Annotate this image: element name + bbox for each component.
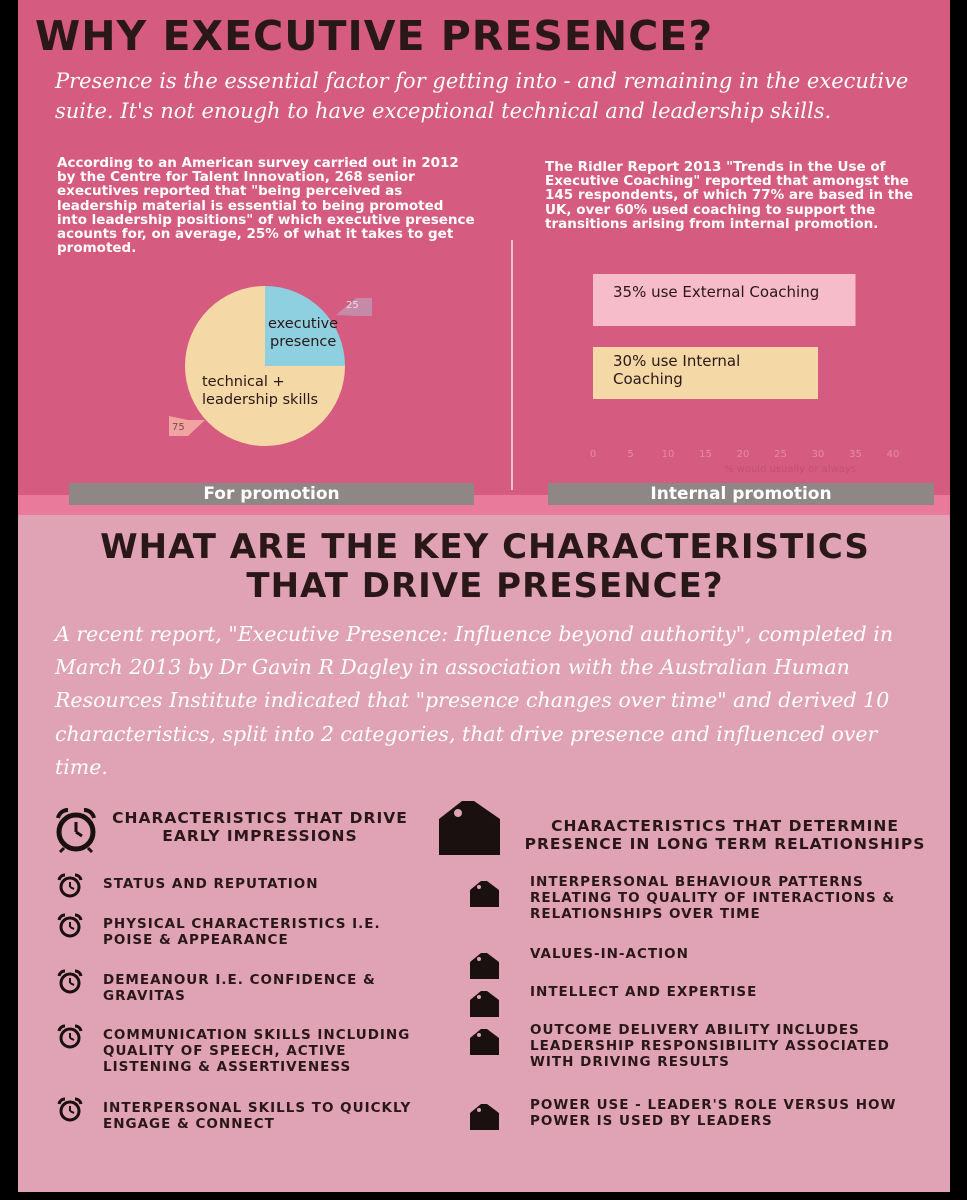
x-tick-label: 10 [661,449,675,460]
for-promotion-label: For promotion [69,483,474,505]
x-tick-label: 25 [774,449,787,460]
house-icon [434,795,504,857]
long-term-item: VALUES-IN-ACTION [530,946,689,962]
long-term-item: INTERPERSONAL BEHAVIOUR PATTERNS RELATING TO QUALITY OF INTERACTIONS & RELATIONSHIPS OVER TIME [530,874,896,923]
pie-label-technical-1: technical + [202,374,285,390]
early-impression-item: DEMEANOUR I.E. CONFIDENCE & GRAVITAS [103,972,376,1005]
promotion-pie-chart [160,280,390,470]
x-tick-label: 40 [886,449,900,460]
x-axis-title: % would usually or always [723,464,857,475]
long-term-item: INTELLECT AND EXPERTISE [530,984,758,1000]
small-alarm-clock-icon [55,1096,85,1124]
long-term-heading: CHARACTERISTICS THAT DETERMINE PRESENCE IN LONG TERM RELATIONSHIPS [524,817,926,853]
small-alarm-clock-icon [55,872,85,900]
small-alarm-clock-icon [55,968,85,996]
bar-label-internal: 30% use Internal Coaching [613,352,741,388]
alarm-clock-icon [50,806,102,854]
internal-promotion-label: Internal promotion [548,483,934,505]
x-tick-label: 5 [627,449,634,460]
x-axis-ticks [590,449,900,460]
small-house-icon [468,1101,500,1131]
x-tick-label: 30 [811,449,825,460]
small-alarm-clock-icon [55,1023,85,1051]
x-tick-label: 20 [736,449,750,460]
early-impression-item: COMMUNICATION SKILLS INCLUDING QUALITY OF SPEECH, ACTIVE LISTENING & ASSERTIVENESS [103,1027,411,1076]
long-term-item: POWER USE - LEADER'S ROLE VERSUS HOW POWER IS USED BY LEADERS [530,1097,897,1130]
early-impressions-heading: CHARACTERISTICS THAT DRIVE EARLY IMPRESSIONS [112,809,408,845]
early-impression-item: STATUS AND REPUTATION [103,876,319,892]
survey-paragraph: According to an American survey carried out in 2012 by the Centre for Talent Innovation, 268 senior executives reported that "being perceived as leadership material is essential to being promoted into leadership positions" of which executive presence acounts for, on average, 25% of what it takes to get promoted. [57,155,475,257]
x-tick-label: 0 [589,449,597,460]
x-tick-label: 35 [849,449,862,460]
pie-label-executive-2: presence [270,334,337,350]
column-divider [511,240,513,490]
bottom-title: WHAT ARE THE KEY CHARACTERISTICS THAT DRIVE PRESENCE? [100,527,870,607]
small-house-icon [468,988,500,1018]
top-subtitle: Presence is the essential factor for getting into - and remaining in the executive suite. It's not enough to have exceptional technical and leadership skills. [55,69,909,124]
early-impression-item: INTERPERSONAL SKILLS TO QUICKLY ENGAGE & CONNECT [103,1100,412,1133]
bottom-subtitle: A recent report, "Executive Presence: Influence beyond authority", completed in March 2013 by Dr Gavin R Dagley in association with the Australian Human Resources Institute indicated that "presence changes over time" and derived 10 characteristics, split into 2 categories, that drive presence and influenced over time. [55,622,894,779]
small-alarm-clock-icon [55,912,85,940]
pie-label-executive-1: executive [268,316,339,332]
early-impression-item: PHYSICAL CHARACTERISTICS I.E. POISE & APPEARANCE [103,916,381,949]
small-house-icon [468,878,500,908]
x-tick-label: 15 [699,449,712,460]
top-title: WHY EXECUTIVE PRESENCE? [35,12,714,60]
small-house-icon [468,1026,500,1056]
pie-label-technical-2: leadership skills [202,392,319,408]
small-house-icon [468,950,500,980]
bar-label-external: 35% use External Coaching [613,283,820,301]
long-term-item: OUTCOME DELIVERY ABILITY INCLUDES LEADERSHIP RESPONSIBILITY ASSOCIATED WITH DRIVING RESULTS [530,1022,890,1071]
pie-value-label-75: 75 [172,422,185,433]
pie-value-label-25: 25 [346,300,359,311]
ridler-paragraph: The Ridler Report 2013 "Trends in the Use of Executive Coaching" reported that amongst the 145 respondents, of which 77% are based in the UK, over 60% used coaching to support the transitions arising from internal promotion. [545,159,914,232]
